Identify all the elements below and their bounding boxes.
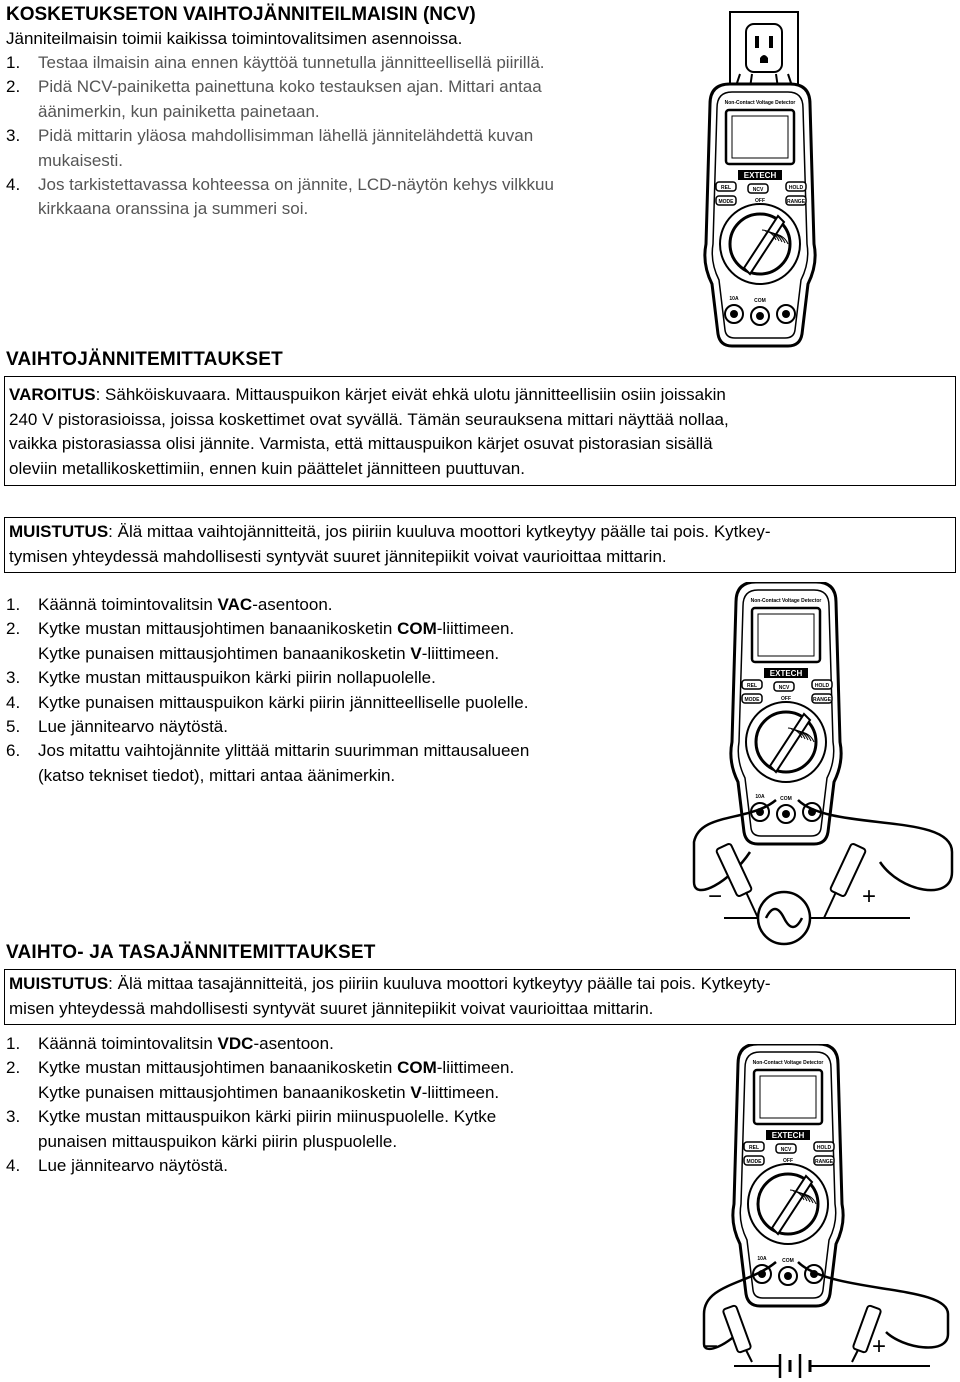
- step-fragment: Jos mitattu vaihtojännite ylittää mittarin suurimman mittausalueen: [38, 741, 530, 761]
- battery-symbol: [734, 1354, 930, 1378]
- plus-sign: +: [862, 883, 877, 910]
- ac-warning-box: [4, 376, 956, 486]
- step-keyword: COM: [397, 619, 437, 639]
- box-line: [9, 432, 713, 456]
- step-number: 5.: [6, 717, 21, 736]
- box-label: MUISTUTUS: [9, 974, 109, 993]
- step-text: [38, 666, 436, 690]
- wall-outlet-icon: [730, 12, 798, 88]
- step-fragment: Lue jännitearvo näytöstä.: [38, 1156, 228, 1175]
- box-line-text: : Sähköiskuvaara. Mittauspuikon kärjet eivät ehkä ulotu jännitteellisiin osiin joissakin: [95, 385, 726, 404]
- meter-button-label: REL: [747, 683, 757, 689]
- step-fragment: Kytke mustan mittauspuikon kärki piirin miinuspuolelle. Kytke: [38, 1107, 497, 1127]
- ncv-step-number: 4.: [6, 175, 21, 194]
- ac-meter-figure: [690, 582, 956, 954]
- meter-com-label: COM: [754, 298, 766, 304]
- meter-amp-label: 10A: [755, 794, 765, 800]
- step-keyword: V: [410, 1082, 422, 1102]
- meter-com-label: COM: [780, 796, 792, 802]
- meter-button-label: MODE: [744, 697, 760, 703]
- step-number: 1.: [6, 595, 21, 614]
- step-text: [38, 593, 333, 617]
- step-number: 2.: [6, 1058, 21, 1078]
- box-line: [9, 383, 726, 407]
- step-text: [38, 691, 528, 715]
- step-text: [38, 617, 514, 641]
- meter-off-label: OFF: [755, 198, 765, 204]
- ncv-step-text: Pidä NCV-painiketta painettuna koko testauksen ajan. Mittari antaa: [38, 77, 542, 97]
- step-number: 3.: [6, 668, 21, 688]
- meter-brand: EXTECH: [743, 171, 777, 180]
- step-text: [38, 739, 529, 763]
- ac-source-symbol: [724, 892, 910, 944]
- box-line-text: : Älä mittaa tasajännitteitä, jos piiriin kuuluva moottori kytkeytyy päälle tai pois. Kytkeyty-: [108, 974, 771, 993]
- step-fragment: punaisen mittauspuikon kärki piirin pluspuolelle.: [38, 1131, 398, 1151]
- meter-button-label: NCV: [780, 1147, 792, 1153]
- meter-button-label: REL: [749, 1145, 759, 1151]
- step-text: [38, 1154, 228, 1178]
- box-line-text: : Älä mittaa vaihtojännitteitä, jos piiriin kuuluva moottori kytkeytyy päälle tai pois. Kytkey-: [108, 522, 771, 541]
- box-line-text: oleviin metallikoskettimiin, ennen kuin päättelet jännitteen puuttuvan.: [9, 458, 525, 478]
- step-text: [38, 1056, 514, 1080]
- meter-top-label: Non-Contact Voltage Detector: [750, 598, 822, 604]
- meter-button-label: NCV: [778, 685, 790, 691]
- meter-off-label: OFF: [781, 696, 791, 702]
- step-fragment: Kytke punaisen mittausjohtimen banaanikosketin: [38, 643, 411, 663]
- multimeter-icon: [733, 1044, 843, 1306]
- meter-button-label: MODE: [746, 1159, 762, 1165]
- step-fragment: Kytke punaisen mittauspuikon kärki piirin jännitteelliselle puolelle.: [38, 692, 529, 712]
- meter-top-label: Non-Contact Voltage Detector: [752, 1060, 824, 1066]
- step-fragment: Lue jännitearvo näytöstä.: [38, 717, 228, 736]
- meter-button-label: HOLD: [814, 683, 830, 689]
- step-number: 1.: [6, 1034, 21, 1053]
- step-fragment: -asentoon.: [253, 1034, 334, 1053]
- meter-button-label: HOLD: [788, 185, 804, 191]
- step-fragment: -asentoon.: [252, 595, 333, 614]
- plus-sign: +: [872, 1333, 887, 1360]
- step-text: [38, 1081, 499, 1105]
- step-fragment: (katso tekniset tiedot), mittari antaa äänimerkin.: [38, 765, 396, 785]
- step-keyword: VDC: [217, 1034, 254, 1053]
- ncv-step-number: 2.: [6, 77, 21, 97]
- step-fragment: Käännä toimintovalitsin: [38, 595, 218, 614]
- meter-brand: EXTECH: [769, 669, 803, 678]
- dc-title: VAIHTO- JA TASAJÄNNITEMITTAUKSET: [6, 942, 376, 963]
- ncv-step-text: äänimerkin, kun painiketta painetaan.: [38, 101, 320, 121]
- ncv-meter-figure: [690, 4, 830, 348]
- multimeter-icon: [731, 582, 841, 844]
- box-label: MUISTUTUS: [9, 522, 109, 541]
- meter-button-label: RANGE: [814, 1159, 834, 1165]
- step-keyword: COM: [397, 1058, 437, 1078]
- dc-meter-figure: [690, 1044, 956, 1380]
- box-line-text: 240 V pistorasioissa, joissa koskettimet ovat syvällä. Tämän seurauksena mittari näyttää nollaa,: [9, 409, 729, 429]
- minus-sign: −: [708, 883, 723, 910]
- step-number: 4.: [6, 1156, 21, 1175]
- step-text: [38, 1105, 496, 1129]
- box-line: [9, 408, 729, 432]
- box-line: [9, 972, 771, 996]
- ac-note-box: [4, 517, 956, 573]
- box-label: VAROITUS: [9, 385, 96, 404]
- step-fragment: Käännä toimintovalitsin: [38, 1034, 218, 1053]
- minus-sign: −: [704, 1333, 719, 1360]
- multimeter-icon: [705, 84, 815, 346]
- meter-button-label: MODE: [718, 199, 734, 205]
- step-number: 6.: [6, 741, 21, 761]
- step-text: [38, 642, 499, 666]
- step-text: [38, 715, 228, 739]
- ncv-step-text: Pidä mittarin yläosa mahdollisimman lähellä jännitelähdettä kuvan: [38, 126, 534, 146]
- box-line-text: misen yhteydessä mahdollisesti syntyvät suuret jännitepiikit voivat vaurioittaa mittarin.: [9, 998, 654, 1018]
- box-line: [9, 545, 667, 569]
- step-fragment: Kytke punaisen mittausjohtimen banaanikosketin: [38, 1082, 411, 1102]
- meter-brand: EXTECH: [771, 1131, 805, 1140]
- red-probe-icon: [824, 843, 866, 918]
- ncv-step-text: kirkkaana oranssina ja summeri soi.: [38, 199, 309, 219]
- step-fragment: Kytke mustan mittausjohtimen banaanikosketin: [38, 619, 398, 639]
- meter-top-label: Non-Contact Voltage Detector: [724, 100, 796, 106]
- meter-amp-label: 10A: [757, 1256, 767, 1262]
- meter-button-label: RANGE: [812, 697, 832, 703]
- ncv-step-number: 3.: [6, 126, 21, 146]
- box-line: [9, 997, 653, 1021]
- ncv-title: KOSKETUKSETON VAIHTOJÄNNITEILMAISIN (NCV): [6, 4, 476, 25]
- meter-button-label: NCV: [752, 187, 764, 193]
- meter-off-label: OFF: [783, 1158, 793, 1164]
- ncv-step-text: Jos tarkistettavassa kohteessa on jännite, LCD-näytön kehys vilkkuu: [38, 175, 554, 194]
- black-probe-icon: [723, 1305, 752, 1362]
- step-fragment: Kytke mustan mittauspuikon kärki piirin nollapuolelle.: [38, 668, 436, 688]
- box-line-text: tymisen yhteydessä mahdollisesti syntyvät suuret jännitepiikit voivat vaurioittaa mittarin.: [9, 546, 667, 566]
- step-fragment: Kytke mustan mittausjohtimen banaanikosketin: [38, 1058, 398, 1078]
- ncv-step-number: 1.: [6, 53, 21, 72]
- ncv-step-text: mukaisesti.: [38, 150, 124, 170]
- step-keyword: VAC: [217, 595, 253, 614]
- step-fragment: -liittimeen.: [421, 1082, 500, 1102]
- box-line: [9, 457, 525, 481]
- meter-button-label: HOLD: [816, 1145, 832, 1151]
- step-text: [38, 764, 395, 788]
- step-fragment: -liittimeen.: [421, 643, 500, 663]
- meter-amp-label: 10A: [729, 296, 739, 302]
- step-fragment: -liittimeen.: [436, 1058, 515, 1078]
- ncv-intro: Jänniteilmaisin toimii kaikissa toimintovalitsimen asennoissa.: [6, 29, 463, 48]
- step-keyword: V: [410, 643, 422, 663]
- step-fragment: -liittimeen.: [436, 619, 515, 639]
- ac-title: VAIHTOJÄNNITEMITTAUKSET: [6, 349, 283, 370]
- ncv-step-text: Testaa ilmaisin aina ennen käyttöä tunnetulla jännitteellisellä piirillä.: [38, 53, 545, 72]
- step-text: [38, 1130, 397, 1154]
- dc-note-box: [4, 969, 956, 1025]
- step-number: 3.: [6, 1107, 21, 1127]
- meter-button-label: REL: [721, 185, 731, 191]
- meter-button-label: RANGE: [786, 199, 806, 205]
- box-line-text: vaikka pistorasiassa olisi jännite. Varmista, että mittauspuikon kärjet osuvat pistorasian sisällä: [9, 434, 713, 453]
- step-number: 4.: [6, 692, 21, 712]
- step-text: [38, 1032, 334, 1056]
- meter-com-label: COM: [782, 1258, 794, 1264]
- step-number: 2.: [6, 619, 21, 639]
- box-line: [9, 520, 771, 544]
